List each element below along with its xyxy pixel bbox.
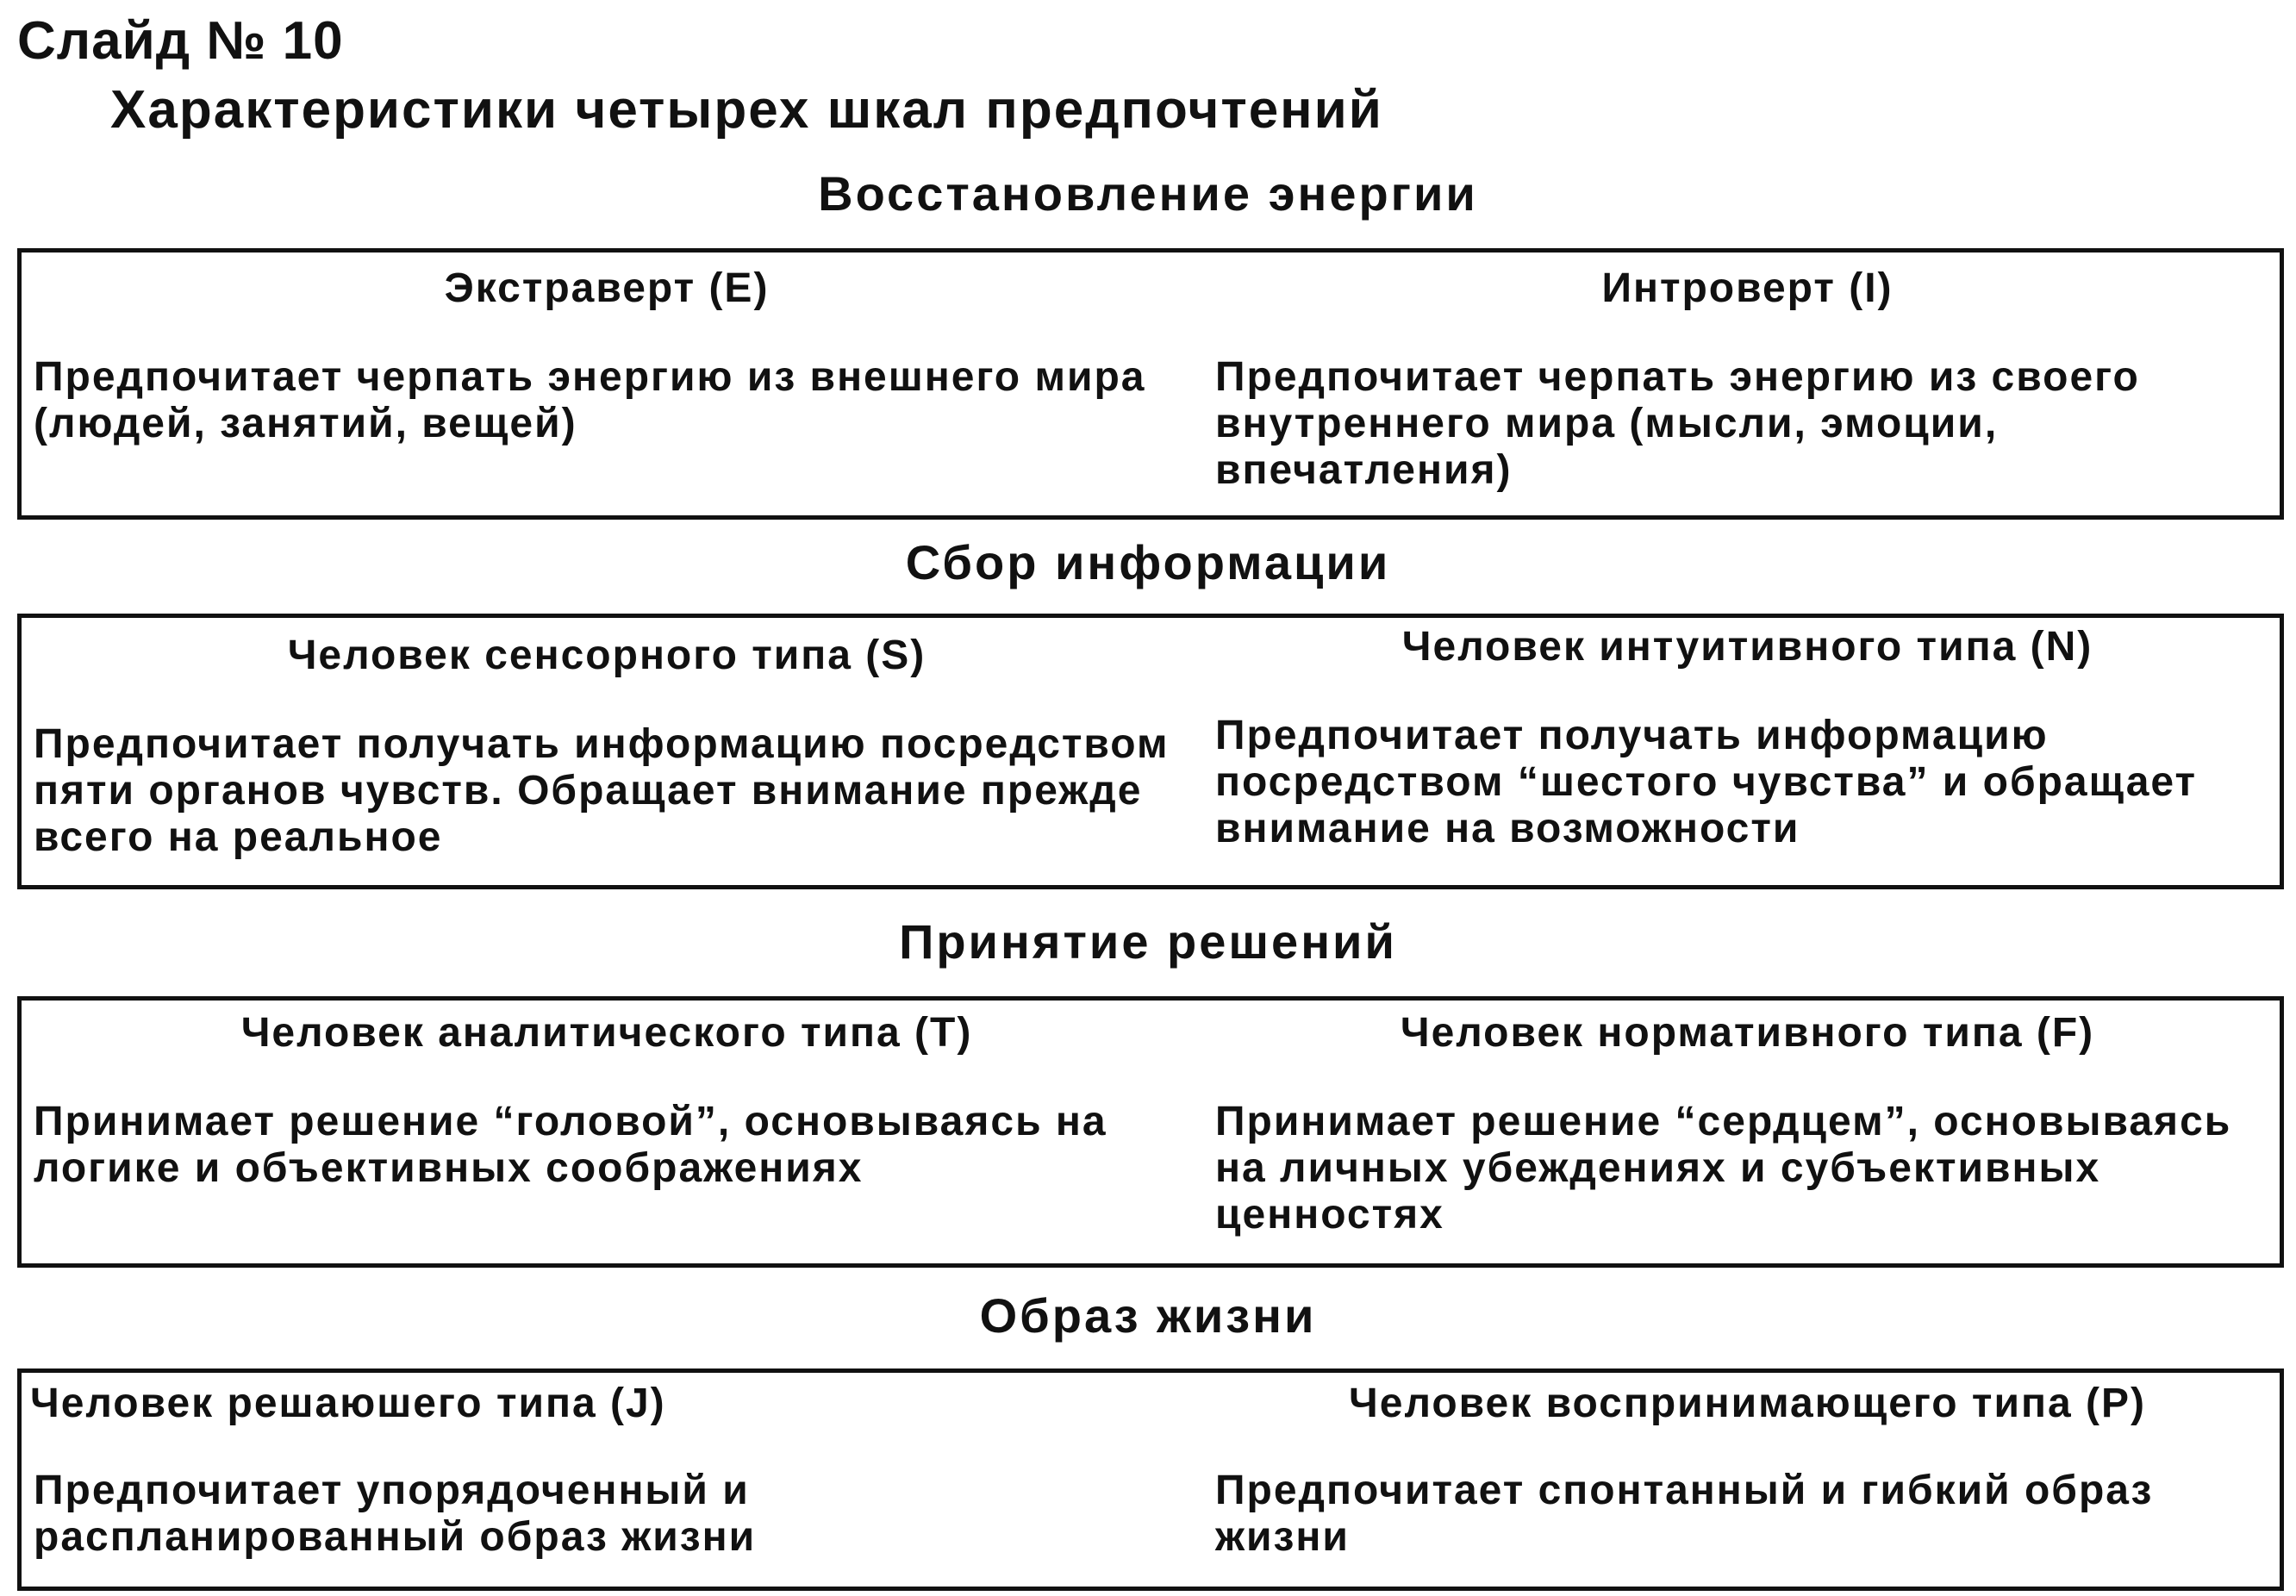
type-description-judging: Предпочитает упорядоченный и распланированный образ жизни <box>34 1468 757 1560</box>
section-heading-decisions: Принятие решений <box>899 914 1397 969</box>
type-label-feeling: Человек нормативного типа (F) <box>1400 1010 2095 1056</box>
slide-number: Слайд № 10 <box>17 11 344 71</box>
type-label-extravert: Экстраверт (Е) <box>444 265 770 311</box>
scale-box-energy <box>17 248 2284 520</box>
type-description-feeling: Принимает решение “сердцем”, основываясь на личных убеждениях и субъективных ценностях <box>1215 1099 2232 1238</box>
type-description-thinking: Принимает решение “головой”, основываясь на логике и объективных соображениях <box>34 1099 1107 1191</box>
type-label-perceiving: Человек воспринимающего типа (Р) <box>1349 1381 2146 1426</box>
scale-box-decisions <box>17 996 2284 1268</box>
scale-right-column <box>1215 1001 2280 1238</box>
type-description-intuition: Предпочитает получать информацию посредством “шестого чувства” и обращает внимание на возможности <box>1215 713 2197 851</box>
scale-box-lifestyle <box>17 1368 2284 1591</box>
scale-right-column <box>1215 1373 2280 1561</box>
scale-left-column <box>34 618 1180 861</box>
scale-left-column <box>34 1001 1180 1192</box>
type-description-introvert: Предпочитает черпать энергию из своего внутреннего мира (мысли, эмоции, впечатления) <box>1215 354 2140 493</box>
type-label-judging: Человек решаюшего типа (J) <box>30 1381 666 1426</box>
type-label-sensing: Человек сенсорного типа (S) <box>287 633 927 678</box>
scale-right-column <box>1215 618 2280 852</box>
section-heading-information: Сбор информации <box>905 535 1391 589</box>
scale-left-column <box>34 252 1180 447</box>
type-label-thinking: Человек аналитического типа (Т) <box>240 1010 973 1056</box>
section-heading-lifestyle: Образ жизни <box>979 1288 1317 1343</box>
scale-box-information <box>17 614 2284 889</box>
type-description-sensing: Предпочитает получать информацию посредством пяти органов чувств. Обращает внимание прежде всего на реальное <box>34 721 1170 860</box>
type-description-perceiving: Предпочитает спонтанный и гибкий образ жизни <box>1215 1468 2154 1560</box>
type-label-introvert: Интроверт (I) <box>1601 265 1894 311</box>
scale-right-column <box>1215 252 2280 494</box>
type-description-extravert: Предпочитает черпать энергию из внешнего мира (людей, занятий, вещей) <box>34 354 1146 446</box>
type-label-intuition: Человек интуитивного типа (N) <box>1401 624 2093 670</box>
slide-title: Характеристики четырех шкал предпочтений <box>110 80 1383 140</box>
scale-left-column <box>30 1373 1180 1561</box>
section-heading-energy: Восстановление энергии <box>818 166 1478 221</box>
